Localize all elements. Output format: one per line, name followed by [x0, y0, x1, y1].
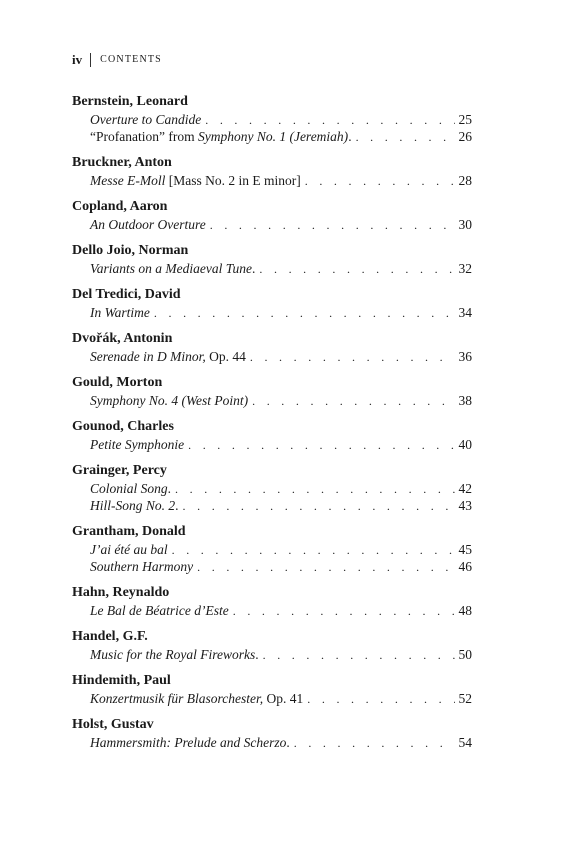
work-title-italic: Music for the Royal Fireworks — [90, 647, 256, 662]
work-title — [90, 260, 259, 277]
work-title-italic: Overture to Candide — [90, 112, 202, 127]
dot-leader — [197, 559, 454, 576]
work-title-italic: Petite Symphonie — [90, 437, 185, 452]
toc-work-entry[interactable] — [72, 216, 472, 233]
toc-work-entry[interactable] — [72, 480, 472, 497]
dot-leader — [154, 305, 455, 322]
work-title-italic: Variants on a Mediaeval Tune — [90, 261, 252, 276]
work-title — [90, 348, 250, 365]
toc-composer-entry — [72, 92, 472, 145]
composer-name: Gounod, Charles — [72, 419, 174, 434]
dot-leader — [233, 603, 455, 620]
page-number-ref: 50 — [458, 647, 472, 662]
work-title — [90, 734, 294, 751]
toc-composer-entry — [72, 583, 472, 619]
page-number-ref: 48 — [458, 603, 472, 618]
work-title — [90, 128, 356, 145]
composer-name: Bruckner, Anton — [72, 155, 172, 170]
work-title — [90, 392, 252, 409]
work-title-roman: Op. 44 — [205, 349, 246, 364]
work-title-italic: Colonial Song — [90, 481, 168, 496]
dot-leader — [263, 647, 455, 664]
dot-leader — [305, 173, 455, 190]
toc-work-entry[interactable] — [72, 690, 472, 707]
work-title-roman: . — [286, 735, 290, 750]
work-title — [90, 436, 188, 453]
work-title — [90, 558, 197, 575]
work-title — [90, 172, 305, 189]
page-number-ref: 26 — [458, 129, 472, 144]
dot-leader — [294, 735, 455, 752]
dot-leader — [183, 498, 455, 515]
table-of-contents — [72, 92, 472, 759]
work-title-italic: Symphony No. 1 (Jeremiah) — [197, 129, 349, 144]
toc-composer-entry — [72, 285, 472, 321]
toc-work-entry[interactable] — [72, 602, 472, 619]
page-number-ref: 30 — [458, 217, 472, 232]
toc-work-entry[interactable] — [72, 111, 472, 128]
composer-name: Holst, Gustav — [72, 717, 154, 732]
composer-name: Gould, Morton — [72, 375, 163, 390]
toc-work-entry[interactable] — [72, 497, 472, 514]
work-title-italic: Symphony No. 4 (West Point) — [90, 393, 249, 408]
toc-composer-entry — [72, 153, 472, 189]
page-number-ref: 43 — [458, 498, 472, 513]
toc-composer-entry — [72, 197, 472, 233]
toc-work-entry[interactable] — [72, 348, 472, 365]
toc-composer-entry — [72, 671, 472, 707]
work-title-italic: Southern Harmony — [90, 559, 194, 574]
toc-work-entry[interactable] — [72, 734, 472, 751]
work-title-italic: Hill-Song No. 2 — [90, 498, 176, 513]
work-title — [90, 216, 210, 233]
toc-work-entry[interactable] — [72, 558, 472, 575]
work-title — [90, 111, 205, 128]
toc-composer-entry — [72, 522, 472, 575]
page-number-ref: 25 — [458, 112, 472, 127]
work-title-italic: Serenade in D Minor, — [90, 349, 206, 364]
work-title — [90, 480, 175, 497]
composer-name: Copland, Aaron — [72, 199, 168, 214]
work-title-italic: In Wartime — [90, 305, 150, 320]
page-number-ref: 52 — [458, 691, 472, 706]
running-title: CONTENTS — [100, 54, 162, 65]
work-title-italic: Konzertmusik für Blasorchester, — [90, 691, 264, 706]
page-number-ref: 54 — [458, 735, 472, 750]
work-title-italic: J’ai été au bal — [90, 542, 168, 557]
composer-name: Dvořák, Antonin — [72, 331, 173, 346]
toc-work-entry[interactable] — [72, 541, 472, 558]
dot-leader — [205, 112, 454, 129]
toc-composer-entry — [72, 715, 472, 751]
page-number-ref: 34 — [458, 305, 472, 320]
page-number-ref: 36 — [458, 349, 472, 364]
work-title-italic: Hammersmith: Prelude and Scherzo — [90, 735, 287, 750]
toc-work-entry[interactable] — [72, 392, 472, 409]
work-title-roman: “Profanation” from — [90, 129, 198, 144]
composer-name: Grantham, Donald — [72, 524, 186, 539]
composer-name: Grainger, Percy — [72, 463, 167, 478]
work-title-roman: . — [175, 498, 179, 513]
work-title — [90, 497, 183, 514]
composer-name: Hindemith, Paul — [72, 673, 171, 688]
page-number-ref: 45 — [458, 542, 472, 557]
page-number-ref: 32 — [458, 261, 472, 276]
dot-leader — [175, 481, 454, 498]
toc-work-entry[interactable] — [72, 436, 472, 453]
page-number-ref: 46 — [458, 559, 472, 574]
composer-name: Handel, G.F. — [72, 629, 148, 644]
dot-leader — [356, 129, 455, 146]
dot-leader — [172, 542, 455, 559]
work-title-roman: [Mass No. 2 in E minor] — [165, 173, 301, 188]
composer-name: Hahn, Reynaldo — [72, 585, 170, 600]
toc-work-entry[interactable] — [72, 646, 472, 663]
dot-leader — [259, 261, 454, 278]
toc-composer-entry — [72, 329, 472, 365]
dot-leader — [250, 349, 455, 366]
dot-leader — [252, 393, 454, 410]
work-title-roman: . — [252, 261, 256, 276]
toc-work-entry[interactable] — [72, 304, 472, 321]
page-number: iv — [72, 52, 83, 67]
work-title — [90, 541, 172, 558]
toc-composer-entry — [72, 417, 472, 453]
work-title-italic: Le Bal de Béatrice d’Este — [90, 603, 229, 618]
work-title-italic: An Outdoor Overture — [90, 217, 206, 232]
work-title — [90, 304, 154, 321]
composer-name: Del Tredici, David — [72, 287, 181, 302]
toc-work-entry[interactable] — [72, 172, 472, 189]
toc-work-entry[interactable] — [72, 128, 472, 145]
dot-leader — [307, 691, 454, 708]
toc-composer-entry — [72, 461, 472, 514]
page-number-ref: 28 — [458, 173, 472, 188]
work-title — [90, 646, 263, 663]
dot-leader — [210, 217, 455, 234]
work-title — [90, 602, 233, 619]
work-title — [90, 690, 307, 707]
toc-work-entry[interactable] — [72, 260, 472, 277]
composer-name: Bernstein, Leonard — [72, 94, 188, 109]
work-title-roman: Op. 41 — [263, 691, 304, 706]
page-number-ref: 42 — [458, 481, 472, 496]
work-title-roman: . — [348, 129, 352, 144]
work-title-roman: . — [167, 481, 172, 496]
toc-composer-entry — [72, 241, 472, 277]
composer-name: Dello Joio, Norman — [72, 243, 189, 258]
work-title-roman: . — [255, 647, 259, 662]
page-header — [72, 52, 162, 68]
toc-composer-entry — [72, 627, 472, 663]
work-title-italic: Messe E-Moll — [90, 173, 166, 188]
page-number-ref: 40 — [458, 437, 472, 452]
toc-composer-entry — [72, 373, 472, 409]
header-divider — [90, 53, 91, 67]
dot-leader — [188, 437, 454, 454]
page-number-ref: 38 — [458, 393, 472, 408]
